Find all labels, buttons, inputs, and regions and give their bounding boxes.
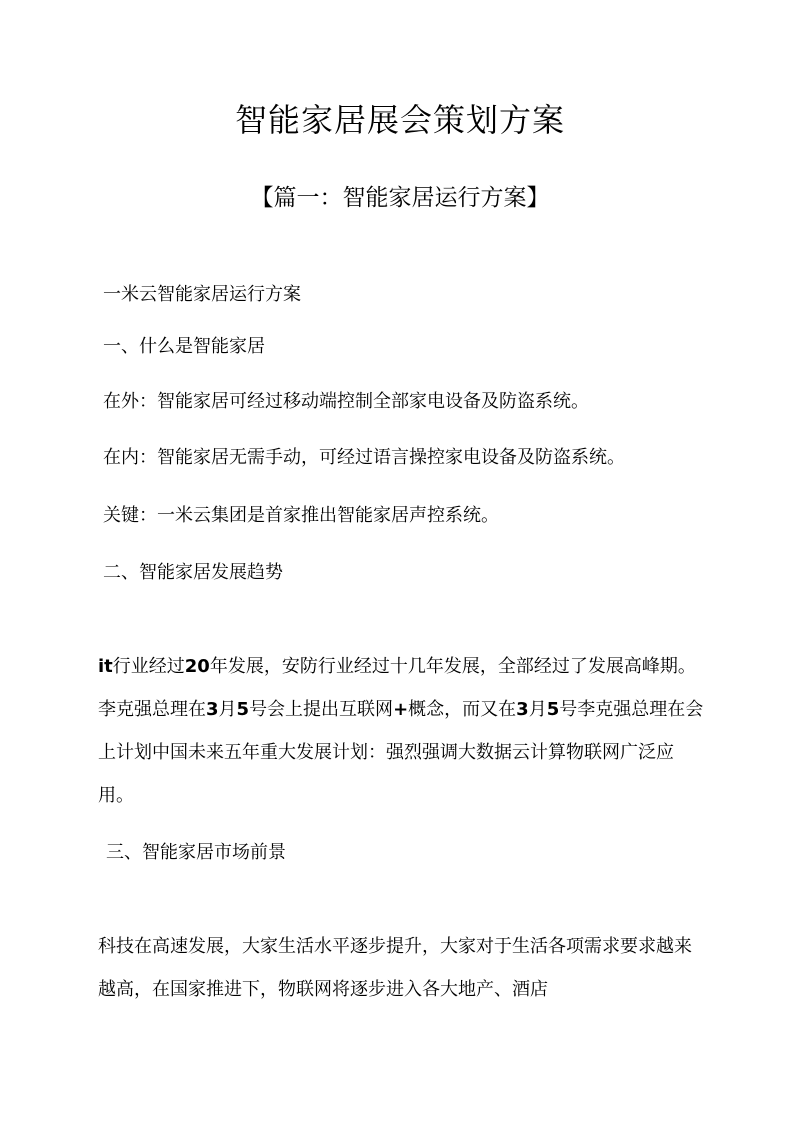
document-title: 智能家居展会策划方案 — [234, 101, 565, 139]
text-line-inside: 在内：智能家居无需手动，可经过语言操控家电设备及防盗系统。 — [103, 447, 625, 468]
section-3-heading: 三、智能家居市场前景 — [106, 842, 286, 863]
paragraph-market: 科技在高速发展，大家生活水平逐步提升，大家对于生活各项需求要求越来越高，在国家推进下，物联网将逐步进入各大地产、酒店 — [98, 936, 692, 1000]
section-1-heading: 一、什么是智能家居 — [103, 336, 265, 357]
section-2-heading: 二、智能家居发展趋势 — [103, 562, 283, 583]
text-line-outside: 在外：智能家居可经过移动端控制全部家电设备及防盗系统。 — [103, 391, 589, 412]
section-intro-heading: 一米云智能家居运行方案 — [103, 284, 301, 305]
text-line-key: 关键：一米云集团是首家推出智能家居声控系统。 — [103, 505, 499, 526]
document-subtitle: 【篇一：智能家居运行方案】 — [250, 185, 550, 211]
paragraph-trend: it行业经过20年发展，安防行业经过十几年发展，全部经过了发展高峰期。李克强总理在3月5号会上提出互联网+概念，而又在3月5号李克强总理在会上计划中国未来五年重大发展计划：强烈强调大数据云计算物联网广泛应用。 — [98, 656, 704, 806]
